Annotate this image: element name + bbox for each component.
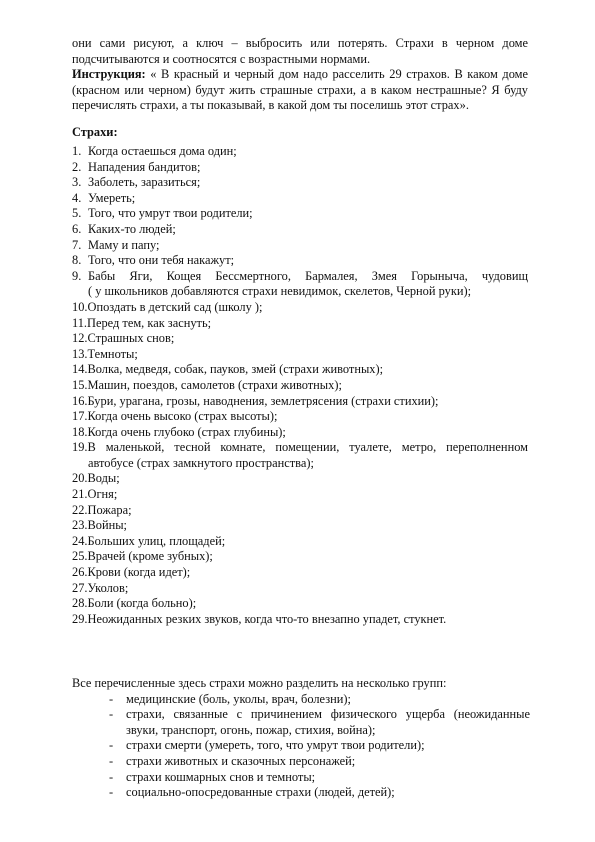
list-item xyxy=(72,596,532,612)
list-item-text: Опоздать в детский сад (школу ); xyxy=(87,299,263,314)
instruction-text-1: « В красный и черный дом надо расселить 29 страхов. В каком доме xyxy=(145,67,528,81)
list-item-text: Каких-то людей; xyxy=(88,221,176,236)
list-item xyxy=(72,238,532,254)
list-item-number: 22. xyxy=(72,502,88,517)
list-item xyxy=(72,503,532,519)
instruction-line-2: (красном или черном) будут жить страшные страхи, а в каком нестрашные? Я буду xyxy=(72,82,528,97)
list-item xyxy=(72,206,532,222)
list-item-text: Больших улиц, площадей; xyxy=(87,533,226,548)
list-item-text: Когда очень высоко (страх высоты); xyxy=(87,409,278,424)
list-item-text: Перед тем, как заснуть; xyxy=(87,315,212,330)
list-item xyxy=(72,331,532,347)
intro-paragraph xyxy=(72,36,528,67)
list-item xyxy=(72,347,532,363)
intro-line-1: они сами рисуют, а ключ – выбросить или потерять. Страхи в черном доме xyxy=(72,36,528,50)
list-item-text: Того, что они тебя накажут; xyxy=(88,253,235,268)
groups-list xyxy=(72,692,530,801)
group-item xyxy=(72,738,530,754)
list-item-number: 20. xyxy=(72,471,88,486)
list-item-text: Бабы Яги, Кощея Бессмертного, Бармалея, Змея Горыныча, чудовищ xyxy=(88,268,528,283)
group-item-text: страхи, связанные с причинением физического ущерба (неожиданные xyxy=(126,707,530,722)
group-item-text: медицинские (боль, уколы, врач, болезни); xyxy=(126,691,351,706)
list-item-text: В маленькой, тесной комнате, помещении, туалете, метро, переполненном xyxy=(87,440,528,455)
bullet-dash: - xyxy=(109,691,114,706)
list-item xyxy=(72,565,532,581)
list-item-text: Когда остаешься дома один; xyxy=(88,144,237,158)
group-item xyxy=(72,754,530,770)
group-item-text: страхи кошмарных снов и темноты; xyxy=(126,769,316,784)
list-item-number: 16. xyxy=(72,393,88,408)
group-item xyxy=(72,692,530,708)
list-item xyxy=(72,222,532,238)
list-item-number: 21. xyxy=(72,487,88,502)
list-item-number: 23. xyxy=(72,518,88,533)
list-item-number: 27. xyxy=(72,580,88,595)
fears-heading: Страхи: xyxy=(72,125,118,139)
list-item-number: 11. xyxy=(72,315,88,330)
bullet-dash: - xyxy=(109,785,114,800)
list-item-continuation: ( у школьников добавляются страхи невидимок, скелетов, Черной руки); xyxy=(88,284,472,299)
bullet-dash: - xyxy=(109,707,114,722)
fears-list xyxy=(72,144,532,627)
list-item-continuation: автобусе (страх замкнутого пространства); xyxy=(88,455,314,470)
list-item xyxy=(72,409,532,425)
list-item-number: 15. xyxy=(72,377,88,392)
list-item-number: 19. xyxy=(72,440,88,455)
list-item-text: Пожара; xyxy=(87,502,132,517)
list-item-text: Волка, медведя, собак, пауков, змей (страхи животных); xyxy=(87,362,384,377)
list-item-text: Неожиданных резких звуков, когда что-то внезапно упадет, стукнет. xyxy=(87,611,447,626)
list-item-text: Когда очень глубоко (страх глубины); xyxy=(87,424,286,439)
list-item-text: Уколов; xyxy=(87,580,129,595)
list-item-text: Того, что умрут твои родители; xyxy=(88,206,253,221)
list-item-number: 25. xyxy=(72,549,88,564)
instruction-line-3: перечислять страхи, а ты показывай, в какой дом ты поселишь этот страх». xyxy=(72,98,469,113)
list-item-number: 29. xyxy=(72,611,88,626)
list-item-text: Маму и папу; xyxy=(88,237,160,252)
list-item xyxy=(72,487,532,503)
list-item xyxy=(72,518,532,534)
list-item xyxy=(72,378,532,394)
list-item-text: Войны; xyxy=(87,518,127,533)
instruction-label: Инструкция: xyxy=(72,67,146,81)
list-item-number: 28. xyxy=(72,596,88,611)
list-item xyxy=(72,300,532,316)
list-item xyxy=(72,471,532,487)
list-item xyxy=(72,440,532,471)
group-item-text: социально-опосредованные страхи (людей, детей); xyxy=(126,785,395,800)
list-item-text: Машин, поездов, самолетов (страхи животных); xyxy=(87,377,342,392)
list-item-number: 18. xyxy=(72,424,88,439)
groups-intro: Все перечисленные здесь страхи можно разделить на несколько групп: xyxy=(72,676,447,690)
list-item xyxy=(72,269,532,300)
group-item-continuation: звуки, транспорт, огонь, пожар, стихия, война); xyxy=(126,722,376,737)
list-item-number: 1. xyxy=(72,144,82,158)
list-item-text: Крови (когда идет); xyxy=(87,565,191,580)
intro-line-2: подсчитываются и соотносятся с возрастными нормами. xyxy=(72,51,371,66)
group-item xyxy=(72,770,530,786)
list-item xyxy=(72,144,532,160)
bullet-dash: - xyxy=(109,753,114,768)
group-item-text: страхи животных и сказочных персонажей; xyxy=(126,753,356,768)
bullet-dash: - xyxy=(109,769,114,784)
list-item-number: 2. xyxy=(72,159,82,174)
list-item xyxy=(72,191,532,207)
list-item-text: Врачей (кроме зубных); xyxy=(87,549,213,564)
group-item xyxy=(72,785,530,801)
list-item-number: 12. xyxy=(72,331,88,346)
instruction-paragraph xyxy=(72,67,528,114)
list-item-number: 14. xyxy=(72,362,88,377)
groups-section xyxy=(72,676,530,801)
list-item-number: 3. xyxy=(72,175,82,190)
list-item-number: 4. xyxy=(72,190,82,205)
list-item-number: 7. xyxy=(72,237,82,252)
list-item-text: Темноты; xyxy=(87,346,138,361)
list-item-number: 24. xyxy=(72,533,88,548)
list-item xyxy=(72,160,532,176)
instruction-line-1 xyxy=(72,67,528,83)
list-item-number: 5. xyxy=(72,206,82,221)
list-item-number: 6. xyxy=(72,221,82,236)
fears-heading-block xyxy=(72,125,528,141)
list-item-number: 17. xyxy=(72,409,88,424)
list-item-number: 13. xyxy=(72,346,88,361)
list-item-text: Боли (когда больно); xyxy=(87,596,197,611)
list-item-number: 8. xyxy=(72,253,82,268)
list-item-text: Страшных снов; xyxy=(87,331,175,346)
list-item xyxy=(72,581,532,597)
list-item xyxy=(72,534,532,550)
list-item xyxy=(72,175,532,191)
list-item-text: Умереть; xyxy=(88,190,136,205)
list-item xyxy=(72,612,532,628)
list-item xyxy=(72,394,532,410)
list-item-text: Заболеть, заразиться; xyxy=(88,175,201,190)
list-item-number: 26. xyxy=(72,565,88,580)
group-item xyxy=(72,707,530,738)
list-item xyxy=(72,316,532,332)
group-item-text: страхи смерти (умереть, того, что умрут твои родители); xyxy=(126,738,425,753)
list-item-text: Воды; xyxy=(87,471,120,486)
list-item xyxy=(72,362,532,378)
list-item-number: 9. xyxy=(72,268,82,283)
list-item-text: Огня; xyxy=(87,487,118,502)
list-item-number: 10. xyxy=(72,299,88,314)
list-item-text: Бури, урагана, грозы, наводнения, землетрясения (страхи стихии); xyxy=(87,393,439,408)
list-item xyxy=(72,549,532,565)
bullet-dash: - xyxy=(109,738,114,753)
list-item-text: Нападения бандитов; xyxy=(88,159,201,174)
list-item xyxy=(72,425,532,441)
list-item xyxy=(72,253,532,269)
